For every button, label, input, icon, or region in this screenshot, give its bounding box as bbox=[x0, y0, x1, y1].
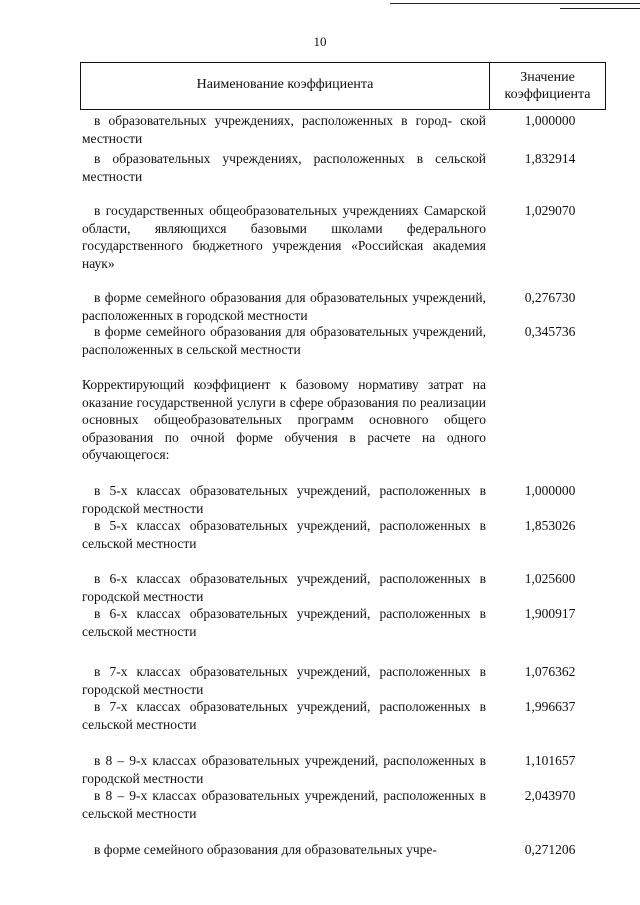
row-text: в 6-х классах образовательных учреждений, расположенных в городской местности bbox=[82, 571, 486, 604]
row-value: 1,996637 bbox=[524, 699, 576, 714]
row-value: 0,345736 bbox=[524, 324, 576, 339]
column-header-value-line2: коэффициента bbox=[504, 87, 591, 102]
row-text: в 6-х классах образовательных учреждений, расположенных в сельской местности bbox=[82, 606, 486, 639]
row-text: в государственных общеобразовательных учреждениях Самарской области, являющихся базовыми школами федерального государственного бюджетного учреждения «Российская академия наук» bbox=[82, 203, 486, 271]
row-value: 1,101657 bbox=[524, 753, 576, 768]
row-text: в 8 – 9-х классах образовательных учреждений, расположенных в городской местности bbox=[82, 753, 486, 786]
top-corner-line bbox=[390, 3, 640, 4]
row-value: 1,900917 bbox=[524, 606, 576, 621]
row-value: 0,276730 bbox=[524, 290, 576, 305]
row-value: 1,076362 bbox=[524, 664, 576, 679]
row-text: в 5-х классах образовательных учреждений, расположенных в городской местности bbox=[82, 483, 486, 516]
row-text: в образовательных учреждениях, расположенных в город- ской местности bbox=[82, 113, 486, 146]
top-corner-line-short bbox=[560, 8, 640, 9]
row-value: 1,025600 bbox=[524, 571, 576, 586]
row-value: 0,271206 bbox=[524, 842, 576, 857]
row-text: Корректирующий коэффициент к базовому нормативу затрат на оказание государственной услуги в сфере образования по реализации основных общеобразовательных программ основного общего образования по очной форме обучения в расчете на одного обучающегося: bbox=[82, 377, 486, 462]
row-text: в форме семейного образования для образовательных учре- bbox=[94, 842, 437, 857]
column-header-value bbox=[490, 69, 605, 103]
row-text: в 5-х классах образовательных учреждений, расположенных в сельской местности bbox=[82, 518, 486, 551]
row-value: 1,853026 bbox=[524, 518, 576, 533]
page-number: 10 bbox=[313, 34, 327, 49]
column-header-value-line1: Значение bbox=[520, 70, 575, 85]
row-text: в форме семейного образования для образовательных учреждений, расположенных в городской местности bbox=[82, 290, 486, 323]
row-value: 1,029070 bbox=[524, 203, 576, 218]
row-value: 1,832914 bbox=[524, 151, 576, 166]
row-value: 1,000000 bbox=[524, 483, 576, 498]
row-value: 1,000000 bbox=[524, 113, 576, 128]
column-header-name: Наименование коэффициента bbox=[196, 77, 374, 92]
row-text: в 8 – 9-х классах образовательных учреждений, расположенных в сельской местности bbox=[82, 788, 486, 821]
row-text: в форме семейного образования для образовательных учреждений, расположенных в сельской местности bbox=[82, 324, 486, 357]
row-text: в образовательных учреждениях, расположенных в сельской местности bbox=[82, 151, 486, 184]
row-value: 2,043970 bbox=[524, 788, 576, 803]
table-header bbox=[80, 62, 606, 110]
row-text: в 7-х классах образовательных учреждений, расположенных в городской местности bbox=[82, 664, 486, 697]
row-text: в 7-х классах образовательных учреждений, расположенных в сельской местности bbox=[82, 699, 486, 732]
